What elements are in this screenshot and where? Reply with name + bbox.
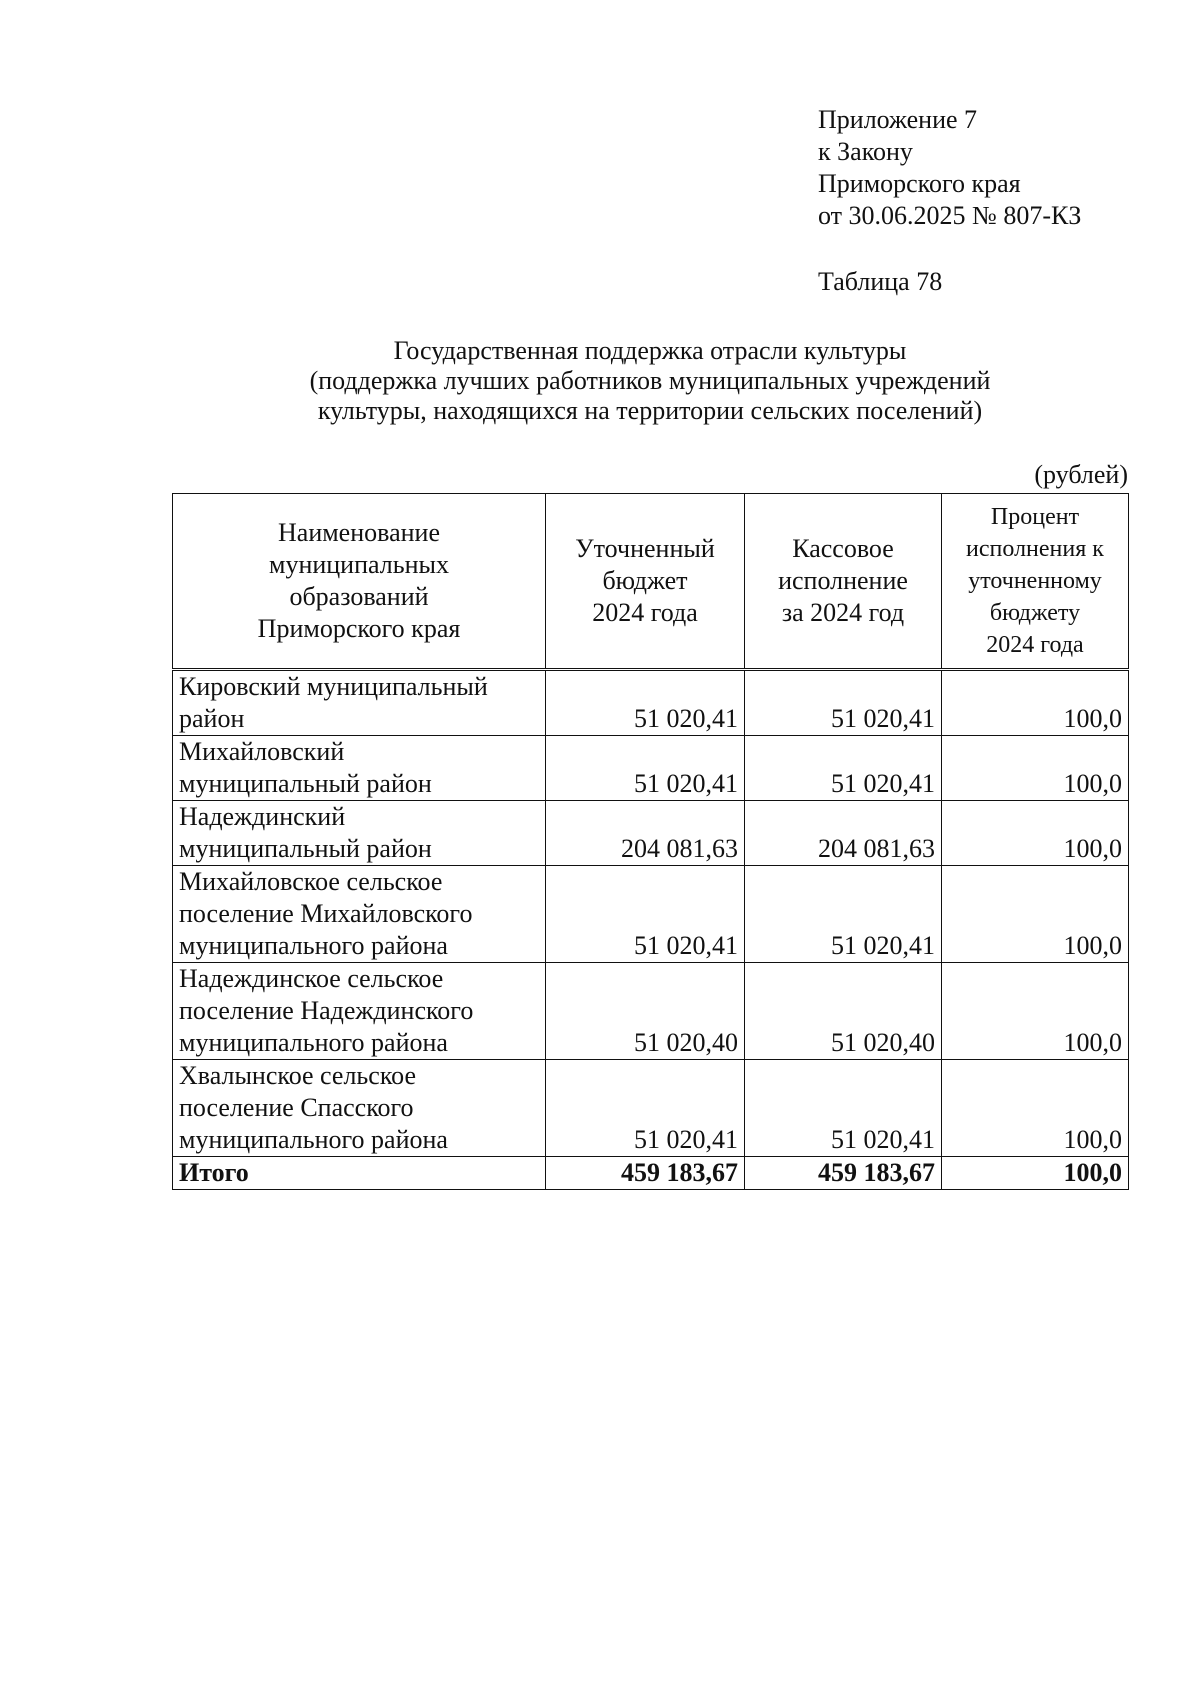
appendix-line: к Закону (818, 137, 913, 166)
table-row (173, 963, 1129, 1060)
budget-table (172, 493, 1129, 1190)
table-row (173, 801, 1129, 866)
row-execution: 51 020,41 (745, 736, 942, 801)
total-budget: 459 183,67 (546, 1157, 745, 1190)
row-name: Хвалынское сельское поселение Спасского муниципального района (173, 1060, 546, 1157)
header-budget: Уточненный бюджет 2024 года (546, 494, 745, 670)
header-percent: Процент исполнения к уточненному бюджету 2024 года (942, 494, 1129, 670)
row-execution: 51 020,41 (745, 866, 942, 963)
row-budget: 51 020,41 (546, 866, 745, 963)
row-percent: 100,0 (942, 963, 1129, 1060)
row-name: Михайловское сельское поселение Михайловского муниципального района (173, 866, 546, 963)
table-row (173, 1060, 1129, 1157)
total-execution: 459 183,67 (745, 1157, 942, 1190)
row-name: Кировский муниципальный район (173, 670, 546, 736)
table-row (173, 670, 1129, 736)
row-name: Михайловский муниципальный район (173, 736, 546, 801)
row-execution: 204 081,63 (745, 801, 942, 866)
document-title (180, 336, 1120, 426)
row-percent: 100,0 (942, 866, 1129, 963)
title-line: Государственная поддержка отрасли культуры (393, 336, 907, 365)
row-budget: 204 081,63 (546, 801, 745, 866)
row-percent: 100,0 (942, 670, 1129, 736)
row-execution: 51 020,41 (745, 670, 942, 736)
table-row (173, 736, 1129, 801)
header-row (173, 494, 1129, 670)
row-name: Надеждинский муниципальный район (173, 801, 546, 866)
row-budget: 51 020,41 (546, 736, 745, 801)
row-percent: 100,0 (942, 801, 1129, 866)
total-percent: 100,0 (942, 1157, 1129, 1190)
appendix-line: Приморского края (818, 169, 1021, 198)
table-row (173, 866, 1129, 963)
row-execution: 51 020,40 (745, 963, 942, 1060)
row-percent: 100,0 (942, 1060, 1129, 1157)
units-label: (рублей) (1034, 460, 1128, 489)
row-execution: 51 020,41 (745, 1060, 942, 1157)
title-line: культуры, находящихся на территории сельских поселений) (317, 396, 983, 425)
header-name: Наименование муниципальных образований Приморского края (173, 494, 546, 670)
appendix-line: от 30.06.2025 № 807-КЗ (818, 201, 1082, 230)
row-name: Надеждинское сельское поселение Надеждинского муниципального района (173, 963, 546, 1060)
header-execution: Кассовое исполнение за 2024 год (745, 494, 942, 670)
appendix-line: Приложение 7 (818, 105, 978, 134)
total-row (173, 1157, 1129, 1190)
title-line: (поддержка лучших работников муниципальных учреждений (309, 366, 991, 395)
row-percent: 100,0 (942, 736, 1129, 801)
table-number: Таблица 78 (818, 267, 943, 296)
row-budget: 51 020,41 (546, 670, 745, 736)
appendix-reference (818, 104, 1081, 232)
row-budget: 51 020,40 (546, 963, 745, 1060)
total-label: Итого (173, 1157, 546, 1190)
row-budget: 51 020,41 (546, 1060, 745, 1157)
